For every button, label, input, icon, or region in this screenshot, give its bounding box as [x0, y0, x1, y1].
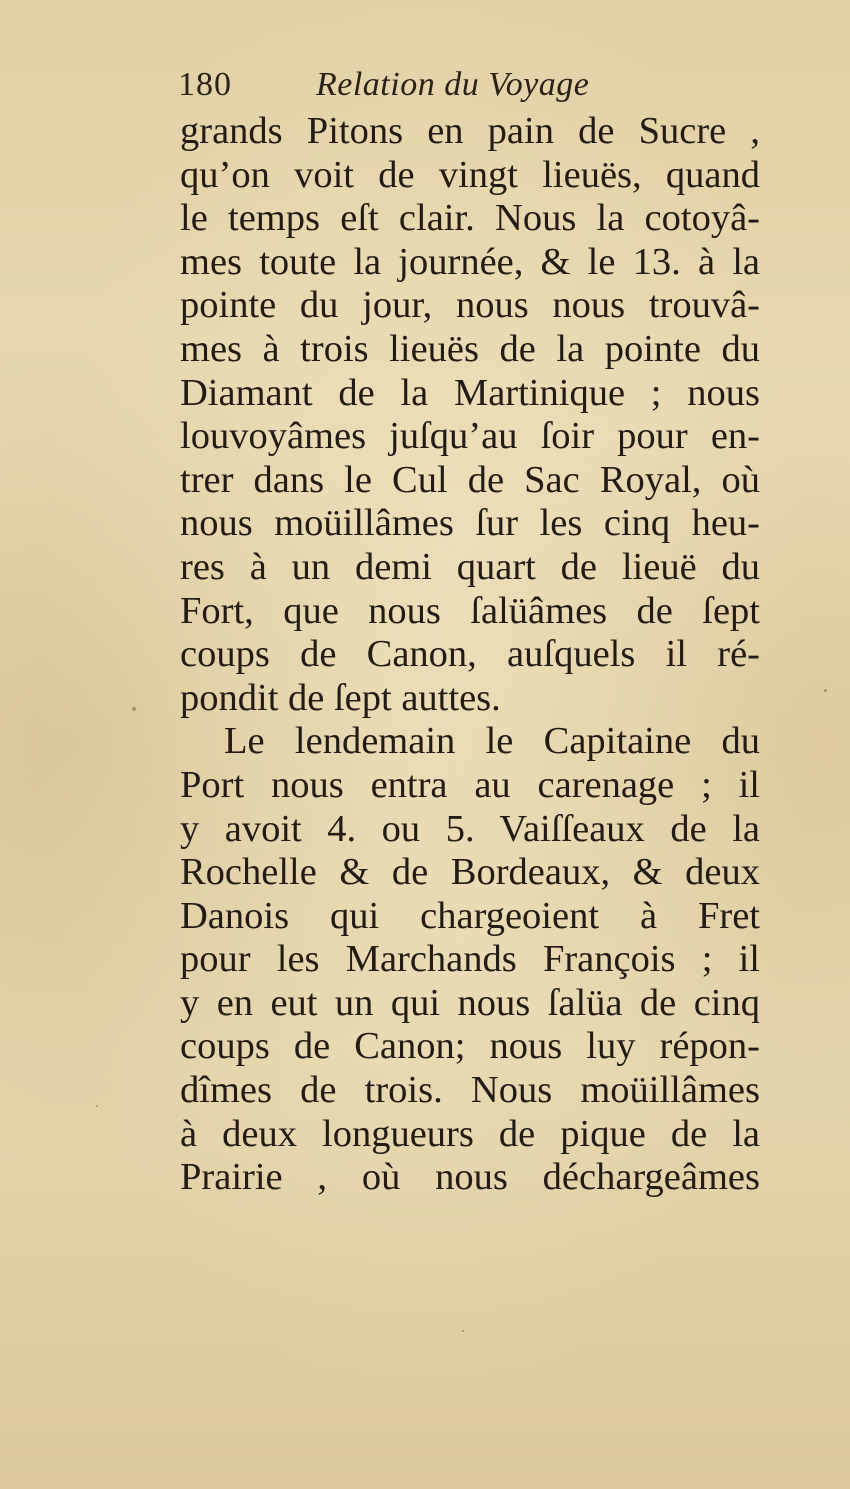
text-line: Port nous entra au carenage ; il [180, 763, 760, 806]
body-text [180, 110, 760, 1200]
text-line: coups de Canon, auſquels il ré- [180, 633, 760, 676]
text-line: Diamant de la Martinique ; nous [180, 371, 760, 414]
text-line: le temps eſt clair. Nous la cotoyâ- [180, 197, 760, 240]
text-line: dîmes de trois. Nous moüillâmes [180, 1069, 760, 1112]
text-line: mes à trois lieuës de la pointe du [180, 327, 760, 370]
text-line: nous moüillâmes ſur les cinq heu- [180, 502, 760, 545]
text-line: pour les Marchands François ; il [180, 938, 760, 981]
page-number: 180 [178, 66, 232, 103]
text-line: trer dans le Cul de Sac Royal, où [180, 458, 760, 501]
text-line: res à un demi quart de lieuë du [180, 545, 760, 588]
ink-speck [96, 1105, 98, 1107]
text-line: louvoyâmes juſqu’au ſoir pour en- [180, 415, 760, 458]
text-line-paragraph-start: Le lendemain le Capitaine du [224, 720, 760, 763]
ink-speck [462, 1330, 464, 1332]
text-line: y en eut un qui nous ſalüa de cinq [180, 981, 760, 1024]
page-header [178, 66, 758, 110]
text-line: qu’on voit de vingt lieuës, quand [180, 153, 760, 196]
text-line: à deux longueurs de pique de la [180, 1112, 760, 1155]
text-line: mes toute la journée, & le 13. à la [180, 240, 760, 283]
text-line: grands Pitons en pain de Sucre , [180, 110, 760, 152]
text-line: Prairie , où nous déchargeâmes [180, 1156, 760, 1199]
text-line: coups de Canon; nous luy répon- [180, 1025, 760, 1068]
text-line: y avoit 4. ou 5. Vaiſſeaux de la [180, 807, 760, 850]
text-line: pointe du jour, nous nous trouvâ- [180, 284, 760, 327]
text-line-paragraph-end: pondit de ſept auttes. [180, 676, 501, 719]
ink-speck [132, 707, 136, 711]
text-line: Fort, que nous ſalüâmes de ſept [180, 589, 760, 632]
text-line: Rochelle & de Bordeaux, & deux [180, 851, 760, 894]
ink-speck [824, 689, 827, 692]
text-line: Danois qui chargeoient à Fret [180, 894, 760, 937]
running-head: Relation du Voyage [316, 66, 590, 103]
